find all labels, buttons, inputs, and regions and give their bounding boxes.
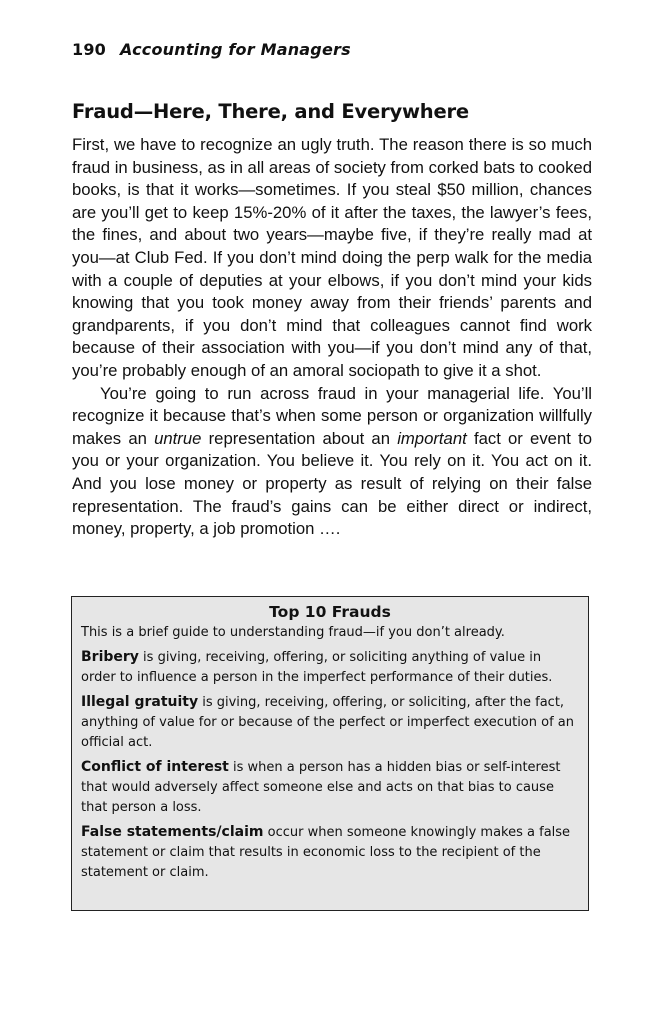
fraud-definition: is when a person has a hidden bias or self-interest that would adversely affect someone else and acts on that bias to cause that person a loss. [81, 760, 561, 815]
body-text [72, 134, 592, 541]
fraud-term: Bribery [81, 649, 139, 665]
paragraph-2-part-a: You’re going to run across fraud in your managerial life. You’ll recognize it because that’s when some person or organization willfully makes an [72, 383, 592, 448]
fraud-term: Illegal gratuity [81, 694, 199, 710]
fraud-definition: occur when someone knowingly makes a false statement or claim that results in economic loss to the recipient of the statement or claim. [81, 825, 571, 880]
fraud-entry-false-statements [81, 822, 579, 883]
section-title: Fraud—Here, There, and Everywhere [72, 100, 469, 123]
top-frauds-sidebar [71, 596, 589, 911]
fraud-entry-conflict-of-interest [81, 757, 579, 818]
sidebar-title: Top 10 Frauds [269, 603, 391, 621]
fraud-term: Conflict of interest [81, 759, 229, 775]
fraud-entry-illegal-gratuity [81, 692, 579, 753]
running-header [72, 40, 351, 59]
fraud-definition: is giving, receiving, offering, or soliciting, after the fact, anything of value for or because of the perfect or imperfect execution of an official act. [81, 695, 574, 750]
paragraph-1: First, we have to recognize an ugly truth. The reason there is so much fraud in business, as in all areas of society from corked bats to cooked books, is that it works—sometimes. If you steal $50 million, chances are you’ll get to keep 15%-20% of it after the taxes, the lawyer’s fees, the fines, and about two years—maybe five, if they’re really mad at you—at Club Fed. If you don’t mind doing the perp walk for the media with a couple of deputies at your elbows, if you don’t mind your kids knowing that you took money away from their friends’ parents and grandparents, if you don’t mind that colleagues cannot find work because of their association with you—if you don’t mind any of that, you’re probably enough of an amoral sociopath to give it a shot. [72, 135, 592, 380]
sidebar-intro: This is a brief guide to understanding fraud—if you don’t already. [81, 625, 505, 640]
paragraph-2 [72, 383, 592, 541]
book-title: Accounting for Managers [120, 40, 351, 59]
emphasis-important: important [397, 428, 467, 448]
paragraph-2-part-c: fact or event to you or your organization. You believe it. You rely on it. You act on it. And you lose money or property as result of relying on their false representation. The fraud’s gains can be either direct or indirect, money, property, a job promotion …. [72, 428, 592, 539]
fraud-entry-bribery [81, 647, 579, 688]
fraud-term: False statements/claim [81, 824, 264, 840]
paragraph-2-part-b: representation about an [201, 428, 398, 448]
emphasis-untrue: untrue [154, 428, 202, 448]
fraud-definition: is giving, receiving, offering, or soliciting anything of value in order to influence a person in the imperfect performance of their duties. [81, 650, 553, 685]
page-number: 190 [72, 40, 106, 59]
